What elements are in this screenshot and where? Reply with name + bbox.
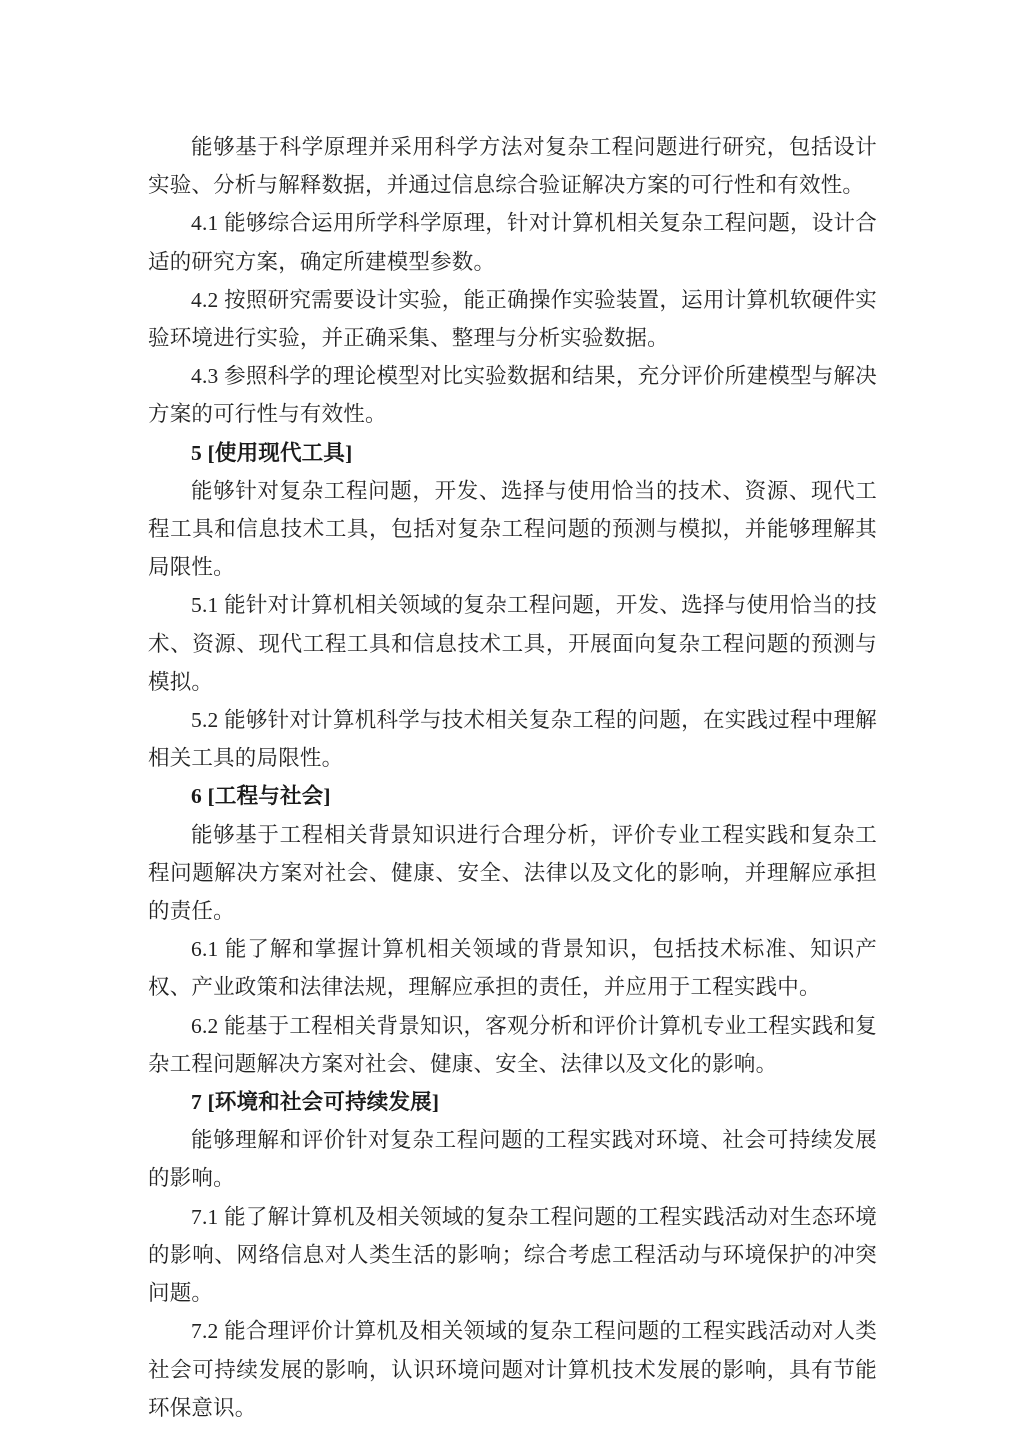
paragraph-indicator-7-1: 7.1 能了解计算机及相关领域的复杂工程问题的工程实践活动对生态环境的影响、网络信息对人类生活的影响；综合考虑工程活动与环境保护的冲突问题。 — [148, 1204, 877, 1306]
section-heading-5: 5 [使用现代工具] — [191, 440, 353, 465]
paragraph-indicator-7-2: 7.2 能合理评价计算机及相关领域的复杂工程问题的工程实践活动对人类社会可持续发展的影响，认识环境问题对计算机技术发展的影响，具有节能环保意识。 — [148, 1319, 877, 1420]
paragraph-outcome-7-intro: 能够理解和评价针对复杂工程问题的工程实践对环境、社会可持续发展的影响。 — [148, 1128, 877, 1191]
paragraph-outcome-6-intro: 能够基于工程相关背景知识进行合理分析，评价专业工程实践和复杂工程问题解决方案对社会、健康、安全、法律以及文化的影响，并理解应承担的责任。 — [148, 822, 877, 924]
section-heading-7: 7 [环境和社会可持续发展] — [191, 1090, 440, 1115]
paragraph-indicator-4-1: 4.1 能够综合运用所学科学原理，针对计算机相关复杂工程问题，设计合适的研究方案，确定所建模型参数。 — [148, 211, 877, 274]
paragraph-indicator-6-2: 6.2 能基于工程相关背景知识，客观分析和评价计算机专业工程实践和复杂工程问题解决方案对社会、健康、安全、法律以及文化的影响。 — [148, 1013, 877, 1076]
paragraph-indicator-4-2: 4.2 按照研究需要设计实验，能正确操作实验装置，运用计算机软硬件实验环境进行实验，并正确采集、整理与分析实验数据。 — [148, 287, 877, 351]
paragraph-outcome-4-intro: 能够基于科学原理并采用科学方法对复杂工程问题进行研究，包括设计实验、分析与解释数据，并通过信息综合验证解决方案的可行性和有效性。 — [148, 135, 877, 198]
paragraph-indicator-6-1: 6.1 能了解和掌握计算机相关领域的背景知识，包括技术标准、知识产权、产业政策和法律法规，理解应承担的责任，并应用于工程实践中。 — [148, 937, 877, 1000]
paragraph-indicator-5-1: 5.1 能针对计算机相关领域的复杂工程问题，开发、选择与使用恰当的技术、资源、现代工程工具和信息技术工具，开展面向复杂工程问题的预测与模拟。 — [148, 593, 877, 694]
paragraph-outcome-5-intro: 能够针对复杂工程问题，开发、选择与使用恰当的技术、资源、现代工程工具和信息技术工具，包括对复杂工程问题的预测与模拟，并能够理解其局限性。 — [148, 478, 877, 580]
paragraph-indicator-5-2: 5.2 能够针对计算机科学与技术相关复杂工程的问题，在实践过程中理解相关工具的局限性。 — [148, 708, 877, 771]
section-heading-6: 6 [工程与社会] — [191, 784, 331, 809]
paragraph-indicator-4-3: 4.3 参照科学的理论模型对比实验数据和结果，充分评价所建模型与解决方案的可行性与有效性。 — [148, 364, 877, 427]
